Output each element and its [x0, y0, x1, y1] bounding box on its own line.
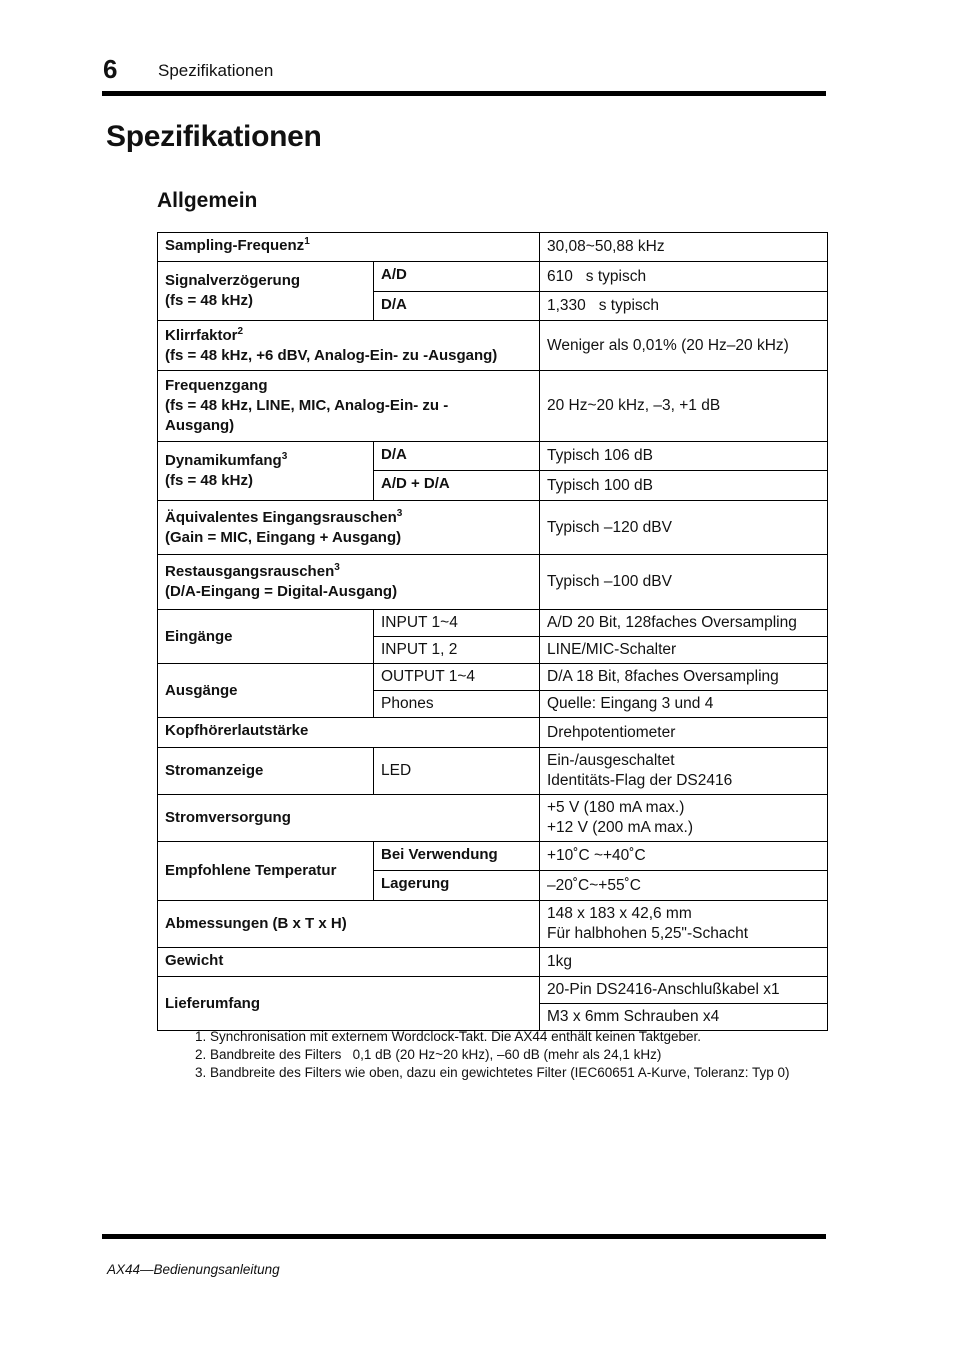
spec-value: 1kg — [540, 948, 828, 977]
running-header: Spezifikationen — [158, 61, 274, 80]
spec-label: Äquivalentes Eingangsrauschen$^3$ (Gain = MIC, Eingang + Ausgang) — [158, 501, 540, 555]
spec-label: Sampling-Frequenz$^1$ — [158, 233, 540, 262]
spec-label: Stromanzeige — [158, 748, 374, 795]
spec-sublabel: A/D — [374, 262, 540, 292]
footnotes — [187, 1028, 820, 1082]
spec-label: Lieferumfang — [158, 977, 540, 1031]
table-row — [158, 977, 828, 1004]
spec-label: Dynamikumfang$^3$ (fs = 48 kHz) — [158, 442, 374, 501]
spec-value: +5 V (180 mA max.) +12 V (200 mA max.) — [540, 795, 828, 842]
table-row — [158, 842, 828, 871]
table-row — [158, 371, 828, 442]
spec-value: 20-Pin DS2416-Anschlußkabel x1 — [540, 977, 828, 1004]
spec-value: –20˚C~+55˚C — [540, 871, 828, 901]
spec-value: Typisch 100 dB — [540, 471, 828, 501]
spec-label: Ausgänge — [158, 664, 374, 718]
spec-value: D/A 18 Bit, 8faches Oversampling — [540, 664, 828, 691]
spec-sublabel: INPUT 1~4 — [374, 610, 540, 637]
spec-value: +10˚C ~+40˚C — [540, 842, 828, 871]
spec-sublabel: OUTPUT 1~4 — [374, 664, 540, 691]
header-rule — [102, 91, 826, 96]
spec-sublabel: D/A — [374, 442, 540, 471]
spec-value: Typisch –120 dBV — [540, 501, 828, 555]
spec-label: Klirrfaktor$^2$ (fs = 48 kHz, +6 dBV, Analog-Ein- zu -Ausgang) — [158, 321, 540, 371]
spec-sublabel: Lagerung — [374, 871, 540, 901]
spec-sublabel: D/A — [374, 292, 540, 321]
spec-value: Weniger als 0,01% (20 Hz–20 kHz) — [540, 321, 828, 371]
table-row — [158, 321, 828, 371]
page-title: Spezifikationen — [106, 120, 322, 153]
spec-label: Kopfhörerlautstärke — [158, 718, 540, 748]
spec-label: Restausgangsrauschen$^3$ (D/A-Eingang = Digital-Ausgang) — [158, 555, 540, 610]
table-row — [158, 501, 828, 555]
table-row — [158, 262, 828, 292]
page-number: 6 — [103, 54, 118, 84]
spec-value: Ein-/ausgeschaltet Identitäts-Flag der DS2416 — [540, 748, 828, 795]
spec-value: LINE/MIC-Schalter — [540, 637, 828, 664]
table-row — [158, 555, 828, 610]
table-row — [158, 748, 828, 795]
spec-sublabel: INPUT 1, 2 — [374, 637, 540, 664]
table-row — [158, 664, 828, 691]
spec-sublabel: LED — [374, 748, 540, 795]
table-row — [158, 901, 828, 948]
specifications-table — [157, 232, 828, 1031]
table-row — [158, 795, 828, 842]
spec-value: 148 x 183 x 42,6 mm Für halbhohen 5,25"-Schacht — [540, 901, 828, 948]
spec-value: Quelle: Eingang 3 und 4 — [540, 691, 828, 718]
footnote: 3. Bandbreite des Filters wie oben, dazu ein gewichtetes Filter (IEC60651 A-Kurve, Toleranz: Typ 0) — [210, 1064, 820, 1082]
spec-value: M3 x 6mm Schrauben x4 — [540, 1004, 828, 1031]
spec-value: Typisch 106 dB — [540, 442, 828, 471]
section-title: Allgemein — [157, 189, 258, 212]
spec-value: 1,330 s typisch — [540, 292, 828, 321]
table-row — [158, 718, 828, 748]
spec-value: 20 Hz~20 kHz, –3, +1 dB — [540, 371, 828, 442]
spec-value: Typisch –100 dBV — [540, 555, 828, 610]
footer-text: AX44—Bedienungsanleitung — [107, 1262, 280, 1277]
spec-label: Abmessungen (B x T x H) — [158, 901, 540, 948]
spec-sublabel: Bei Verwendung — [374, 842, 540, 871]
spec-sublabel: A/D + D/A — [374, 471, 540, 501]
footnote: 1. Synchronisation mit externem Wordclock-Takt. Die AX44 enthält keinen Taktgeber. — [210, 1028, 820, 1046]
footnote: 2. Bandbreite des Filters 0,1 dB (20 Hz~20 kHz), –60 dB (mehr als 24,1 kHz) — [210, 1046, 820, 1064]
spec-label: Signalverzögerung (fs = 48 kHz) — [158, 262, 374, 321]
table-row — [158, 442, 828, 471]
table-row — [158, 233, 828, 262]
spec-label: Eingänge — [158, 610, 374, 664]
spec-label: Empfohlene Temperatur — [158, 842, 374, 901]
spec-label: Gewicht — [158, 948, 540, 977]
spec-value: 30,08~50,88 kHz — [540, 233, 828, 262]
spec-label: Stromversorgung — [158, 795, 540, 842]
spec-sublabel: Phones — [374, 691, 540, 718]
spec-value: A/D 20 Bit, 128faches Oversampling — [540, 610, 828, 637]
spec-value: Drehpotentiometer — [540, 718, 828, 748]
table-row — [158, 610, 828, 637]
footer-rule — [102, 1234, 826, 1239]
spec-label: Frequenzgang (fs = 48 kHz, LINE, MIC, Analog-Ein- zu -Ausgang) — [158, 371, 540, 442]
spec-value: 610 s typisch — [540, 262, 828, 292]
table-row — [158, 948, 828, 977]
